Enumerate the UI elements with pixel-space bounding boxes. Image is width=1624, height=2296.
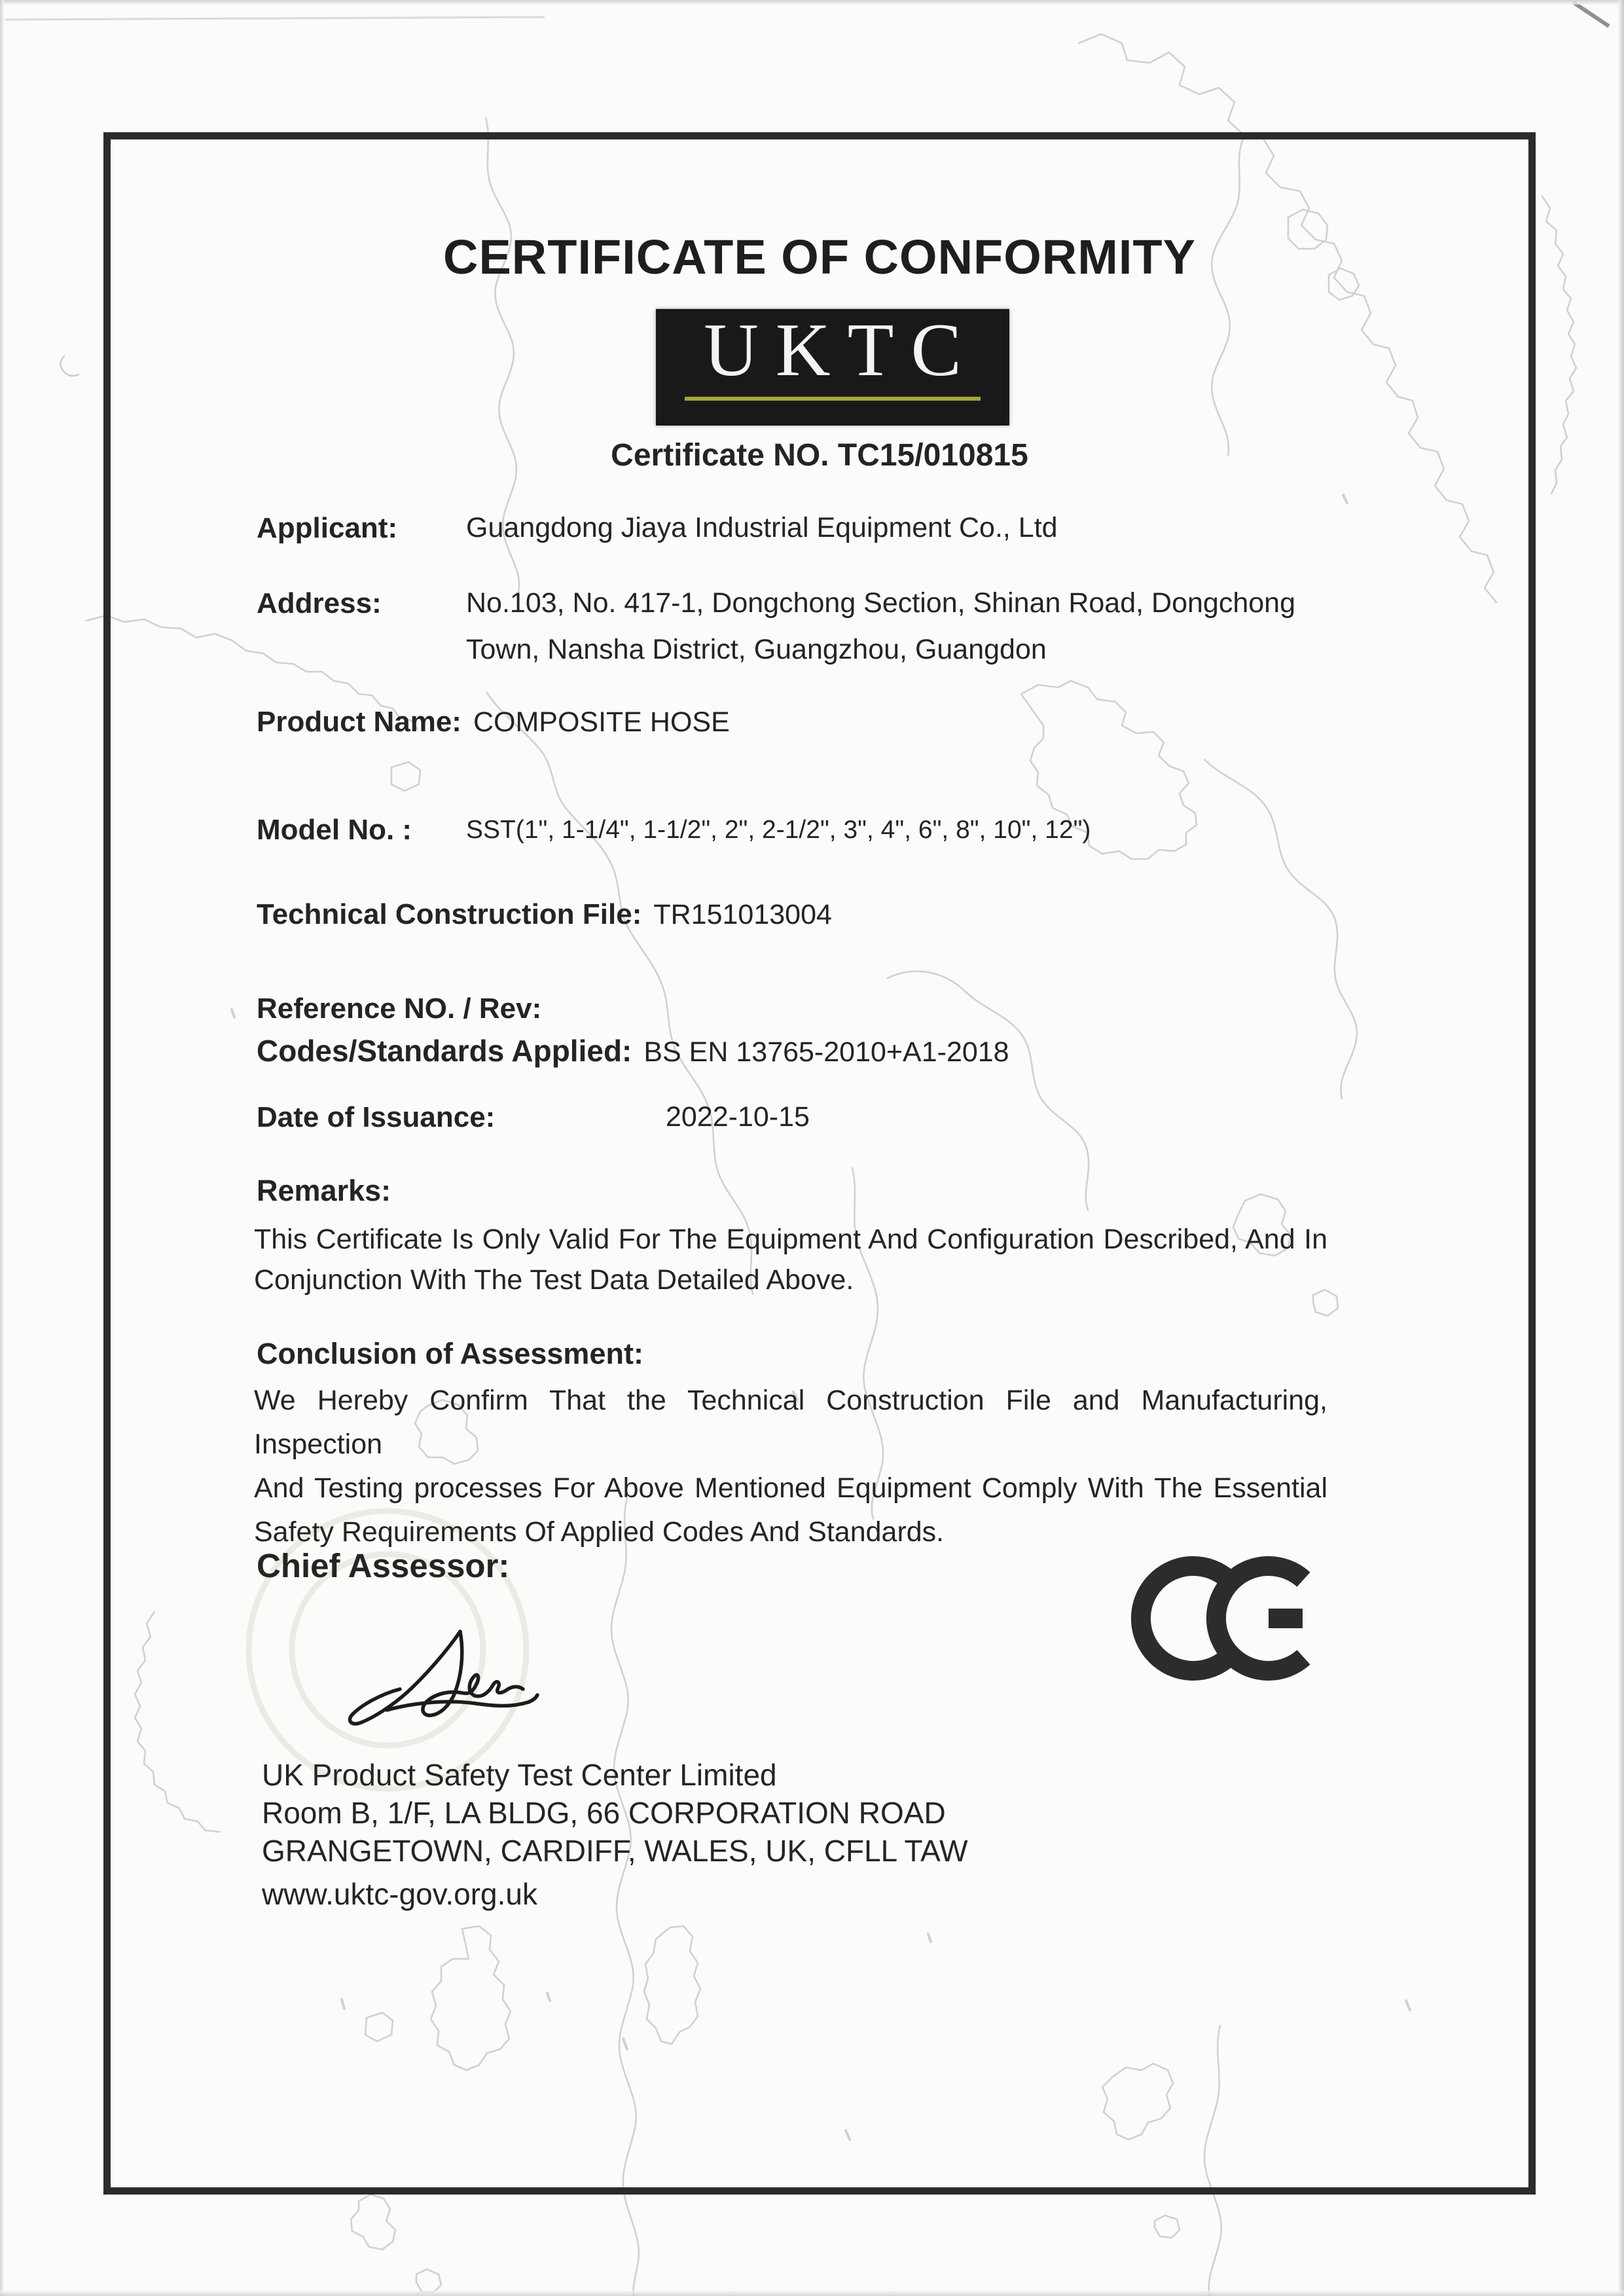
reference-no-rev-label: Reference NO. / Rev:	[257, 993, 542, 1025]
address-value-line1: No.103, No. 417-1, Dongchong Section, Shinan Road, Dongchong	[466, 587, 1295, 619]
technical-construction-file-value: TR151013004	[653, 899, 832, 930]
remarks-line-2: Conjunction With The Test Data Detailed Above.	[254, 1264, 854, 1296]
technical-construction-file-label: Technical Construction File:	[257, 898, 642, 930]
model-no-value: SST(1", 1-1/4", 1-1/2", 2", 2-1/2", 3", 4", 6", 8", 10", 12")	[466, 816, 1091, 844]
certificate-number: Certificate NO. TC15/010815	[611, 438, 1028, 473]
uktc-logo-underline	[685, 397, 981, 401]
conclusion-line-3: Safety Requirements Of Applied Codes And Standards.	[254, 1516, 945, 1548]
remarks-heading: Remarks:	[257, 1174, 391, 1207]
uktc-logo	[656, 309, 1009, 426]
issuer-address-line1: Room B, 1/F, LA BLDG, 66 CORPORATION ROAD	[262, 1796, 946, 1830]
conclusion-line-1: We Hereby Confirm That the Technical Construction File and Manufacturing, Inspection	[254, 1385, 1327, 1460]
codes-standards-value: BS EN 13765-2010+A1-2018	[643, 1036, 1009, 1068]
page-title: CERTIFICATE OF CONFORMITY	[443, 230, 1196, 284]
conclusion-heading: Conclusion of Assessment:	[257, 1337, 643, 1370]
product-name-label: Product Name:	[257, 706, 461, 738]
conclusion-line-2: And Testing processes For Above Mentioned Equipment Comply With The Essential	[254, 1472, 1327, 1504]
conclusion-body	[254, 1379, 1327, 1554]
issuer-website: www.uktc-gov.org.uk	[262, 1877, 537, 1911]
model-no-label: Model No. :	[257, 814, 412, 846]
applicant-label: Applicant:	[257, 512, 398, 544]
issuer-footer	[262, 1756, 968, 1913]
address-label: Address:	[257, 587, 382, 619]
product-name-value: COMPOSITE HOSE	[473, 706, 730, 738]
chief-assessor-heading: Chief Assessor:	[257, 1547, 510, 1584]
issuer-name: UK Product Safety Test Center Limited	[262, 1758, 777, 1792]
remarks-body	[254, 1219, 1327, 1300]
remarks-line-1: This Certificate Is Only Valid For The Equipment And Configuration Described, And In	[254, 1224, 1327, 1255]
codes-standards-label: Codes/Standards Applied:	[257, 1034, 632, 1068]
date-of-issuance-value: 2022-10-15	[666, 1101, 810, 1133]
uktc-logo-text: UKTC	[704, 308, 979, 392]
applicant-value: Guangdong Jiaya Industrial Equipment Co., Ltd	[466, 512, 1058, 543]
codes-standards-row	[257, 1033, 1009, 1068]
product-name-row	[257, 706, 730, 738]
assessor-signature	[324, 1612, 540, 1753]
technical-construction-file-row	[257, 898, 832, 931]
address-value-line2: Town, Nansha District, Guangzhou, Guangdon	[466, 634, 1047, 665]
issuer-address-line2: GRANGETOWN, CARDIFF, WALES, UK, CFLL TAW	[262, 1834, 968, 1868]
ce-mark-icon	[1127, 1556, 1324, 1681]
date-of-issuance-label: Date of Issuance:	[257, 1101, 496, 1133]
